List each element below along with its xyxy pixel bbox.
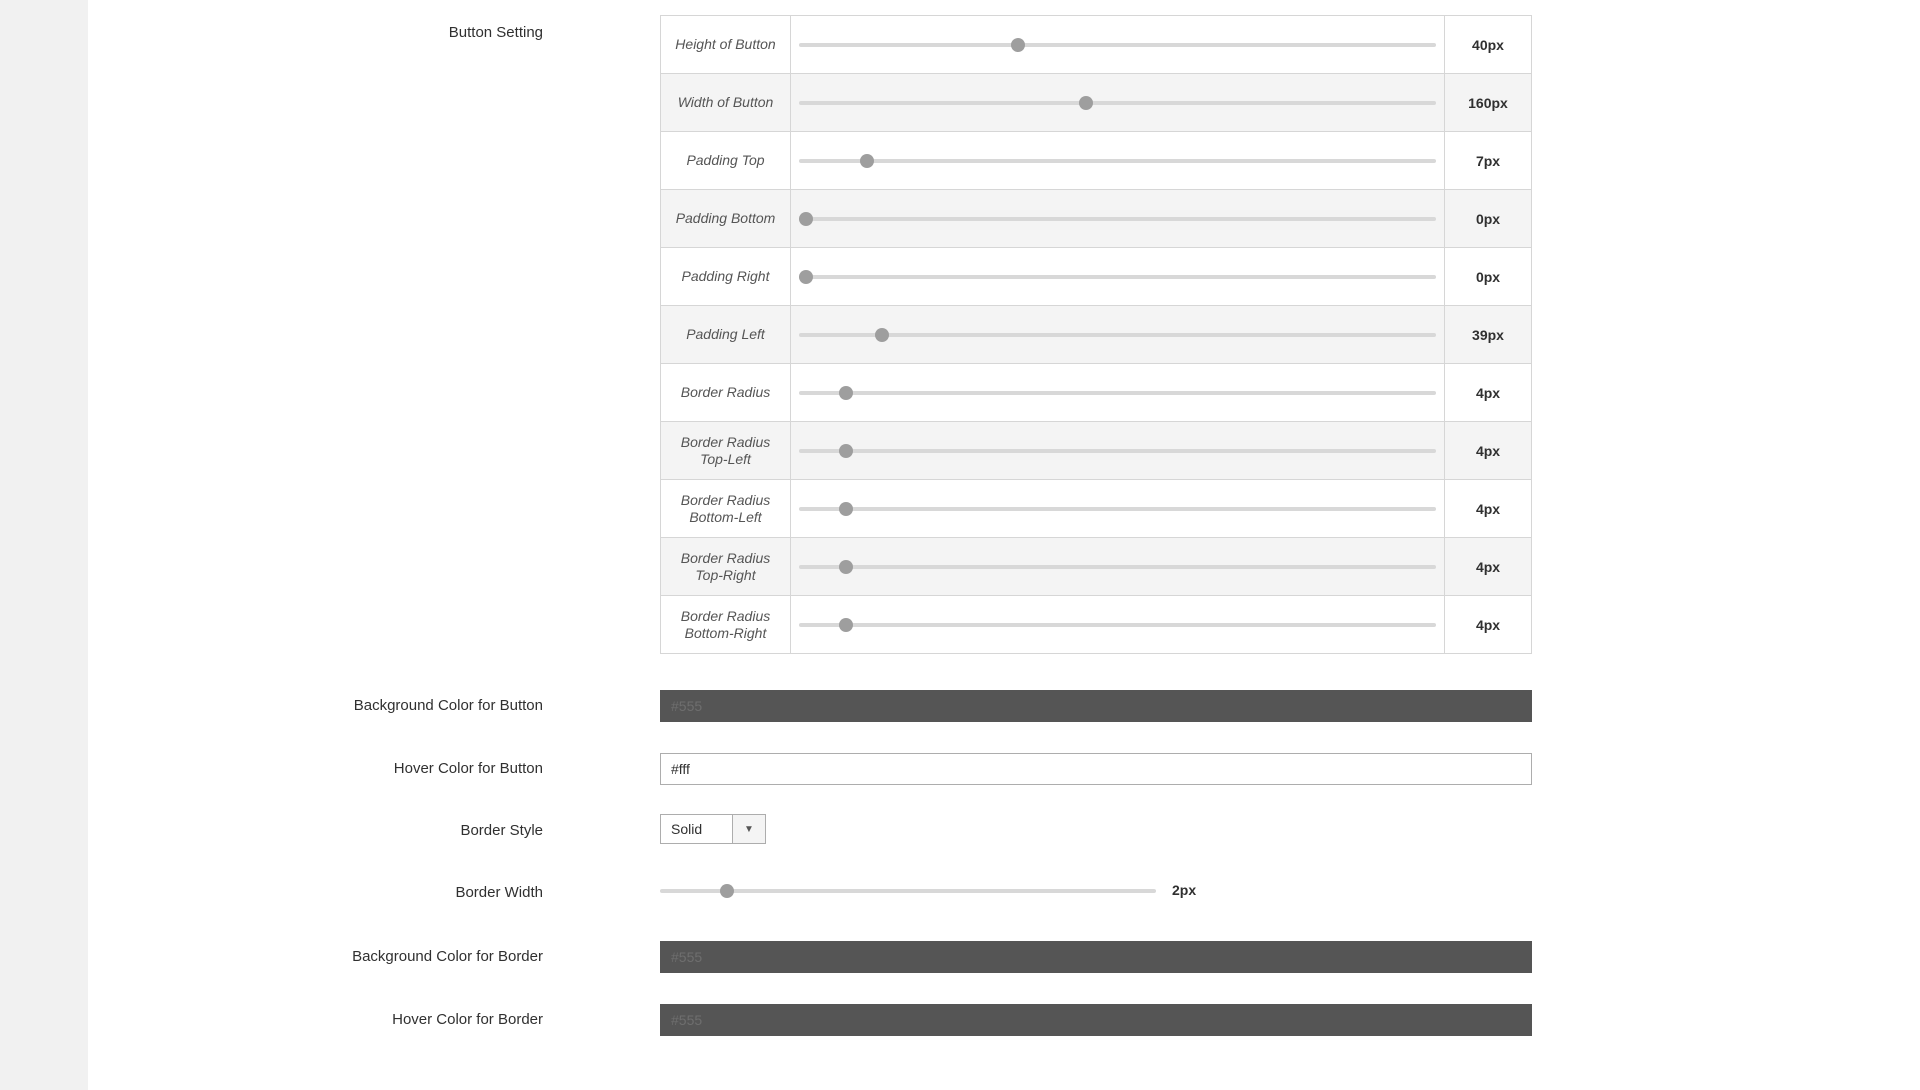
slider-thumb[interactable] [839, 444, 853, 458]
setting-name: Padding Bottom [661, 190, 791, 247]
slider-thumb[interactable] [839, 386, 853, 400]
border-width-value: 2px [1172, 882, 1197, 898]
setting-name: Border Radius [661, 364, 791, 421]
border-width-slider-track[interactable] [660, 889, 1156, 893]
setting-row [661, 131, 1531, 189]
setting-slider[interactable] [791, 74, 1445, 131]
slider-track[interactable] [799, 449, 1436, 453]
setting-value: 39px [1472, 326, 1504, 343]
setting-name: Border Radius Top-Right [661, 538, 791, 595]
slider-track[interactable] [799, 565, 1436, 569]
setting-value: 0px [1475, 210, 1501, 227]
bg-color-button-input[interactable] [660, 690, 1532, 722]
setting-row [661, 595, 1531, 653]
slider-track[interactable] [799, 507, 1436, 511]
slider-thumb[interactable] [860, 154, 874, 168]
setting-name: Border Radius Bottom-Right [661, 596, 791, 653]
border-width-label: Border Width [455, 884, 543, 901]
setting-slider[interactable] [791, 422, 1445, 479]
setting-slider[interactable] [791, 364, 1445, 421]
border-style-selected-value: Solid [671, 821, 703, 837]
setting-value: 4px [1475, 442, 1501, 459]
setting-row [661, 73, 1531, 131]
setting-row [661, 421, 1531, 479]
setting-row [661, 363, 1531, 421]
slider-thumb[interactable] [1011, 38, 1025, 52]
setting-name: Height of Button [661, 16, 791, 73]
slider-track[interactable] [799, 101, 1436, 105]
setting-slider[interactable] [791, 538, 1445, 595]
border-style-label: Border Style [460, 822, 543, 839]
slider-track[interactable] [799, 217, 1436, 221]
slider-track[interactable] [799, 159, 1436, 163]
slider-thumb[interactable] [839, 560, 853, 574]
setting-name: Padding Top [661, 132, 791, 189]
setting-row [661, 479, 1531, 537]
setting-slider[interactable] [791, 596, 1445, 653]
border-width-slider-thumb[interactable] [720, 884, 734, 898]
hover-color-button-input[interactable] [660, 753, 1532, 785]
setting-name: Border Radius Top-Left [661, 422, 791, 479]
slider-track[interactable] [799, 623, 1436, 627]
setting-slider[interactable] [791, 16, 1445, 73]
setting-value: 4px [1475, 500, 1501, 517]
setting-value: 7px [1475, 152, 1501, 169]
config-form [88, 0, 1920, 1090]
chevron-down-icon[interactable]: ▼ [732, 815, 765, 843]
hover-color-border-input[interactable] [660, 1004, 1532, 1036]
setting-name: Width of Button [661, 74, 791, 131]
setting-row [661, 16, 1531, 73]
setting-slider[interactable] [791, 132, 1445, 189]
slider-thumb[interactable] [839, 618, 853, 632]
slider-track[interactable] [799, 275, 1436, 279]
setting-value: 40px [1472, 36, 1504, 53]
slider-thumb[interactable] [799, 270, 813, 284]
setting-row [661, 189, 1531, 247]
setting-name: Padding Right [661, 248, 791, 305]
admin-left-rail [0, 0, 88, 1090]
setting-value: 4px [1475, 616, 1501, 633]
bg-color-border-input[interactable] [660, 941, 1532, 973]
setting-name: Padding Left [661, 306, 791, 363]
setting-slider[interactable] [791, 248, 1445, 305]
slider-track[interactable] [799, 333, 1436, 337]
setting-value: 4px [1475, 384, 1501, 401]
slider-thumb[interactable] [1079, 96, 1093, 110]
setting-row [661, 247, 1531, 305]
slider-track[interactable] [799, 43, 1436, 47]
setting-slider[interactable] [791, 480, 1445, 537]
border-style-select[interactable] [660, 814, 766, 844]
setting-name: Border Radius Bottom-Left [661, 480, 791, 537]
setting-value: 4px [1475, 558, 1501, 575]
setting-value: 0px [1475, 268, 1501, 285]
slider-thumb[interactable] [875, 328, 889, 342]
slider-thumb[interactable] [799, 212, 813, 226]
setting-value: 160px [1468, 94, 1508, 111]
button-setting-label: Button Setting [448, 24, 543, 41]
hover-color-button-label: Hover Color for Button [393, 760, 543, 777]
setting-slider[interactable] [791, 306, 1445, 363]
border-width-slider[interactable] [660, 878, 1156, 904]
setting-slider[interactable] [791, 190, 1445, 247]
setting-row [661, 305, 1531, 363]
slider-thumb[interactable] [839, 502, 853, 516]
hover-color-border-label: Hover Color for Border [392, 1011, 543, 1028]
bg-color-button-label: Background Color for Button [353, 697, 543, 714]
setting-row [661, 537, 1531, 595]
bg-color-border-label: Background Color for Border [352, 948, 543, 965]
button-settings-table [660, 15, 1532, 654]
slider-track[interactable] [799, 391, 1436, 395]
